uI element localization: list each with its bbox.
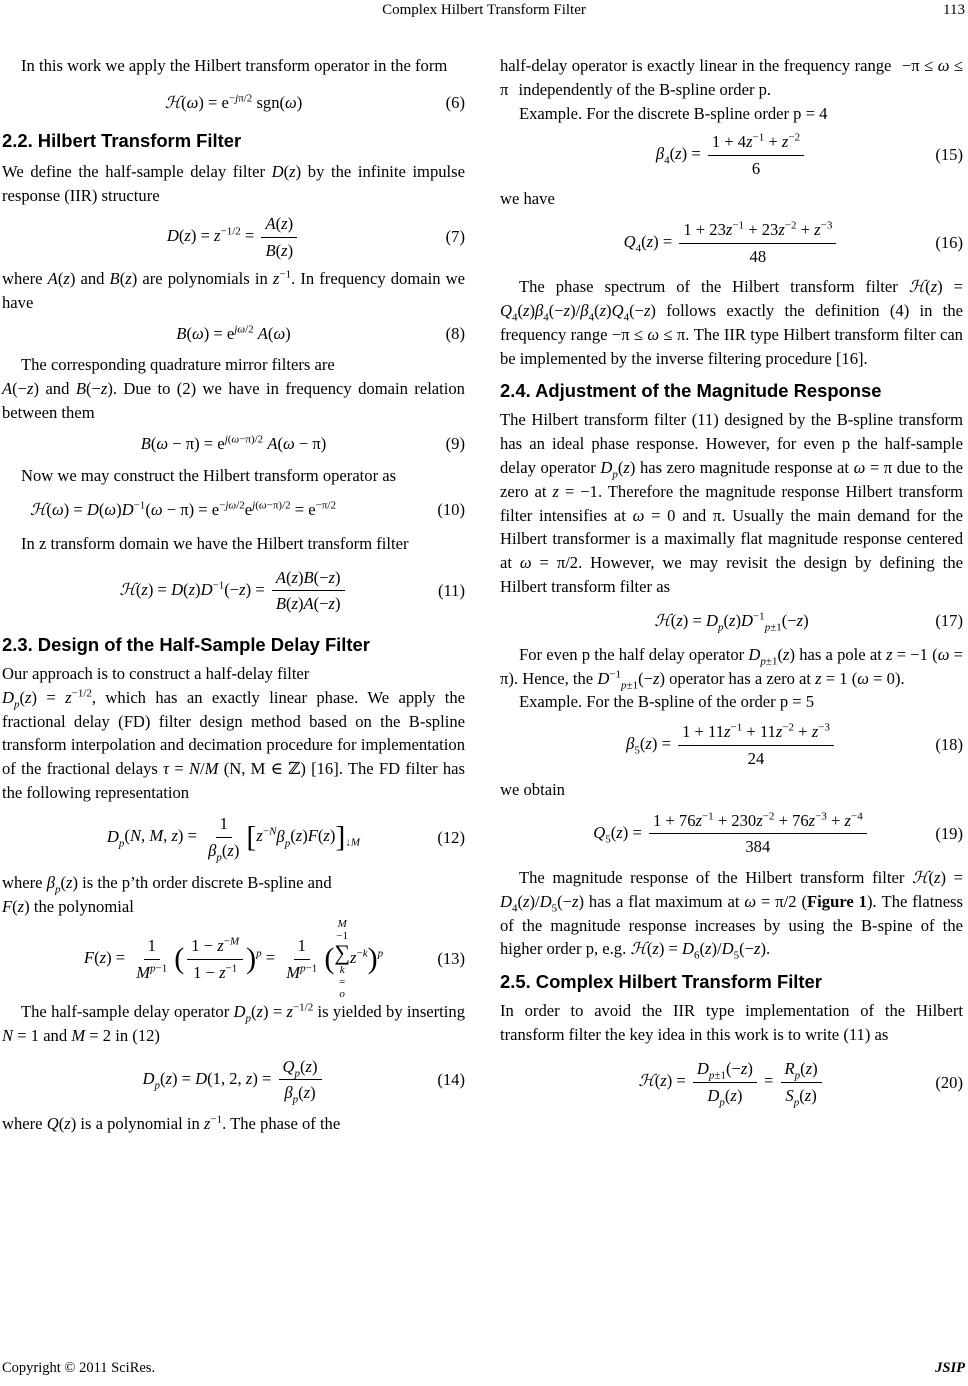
section-heading-2-3: 2.3. Design of the Half-Sample Delay Filter [2, 633, 370, 655]
equation-number: (7) [445, 227, 465, 247]
paragraph-polynomials: where A(z) and B(z) are polynomials in $z^{-1}$. In frequency domain we have [2, 268, 465, 313]
paragraph-qmf: The corresponding quadrature mirror filters are A(−z) and B(−z). Due to (2) we have in frequency domain relation between them [2, 354, 465, 422]
section-heading-2-2: 2.2. Hilbert Transform Filter [2, 129, 242, 151]
paragraph-even-p: For even p the half delay operator $D_{p\pm 1}(z)$ has a pole at z = −1 (ω = π). Hence, the $D^{-1}_{p\pm 1}(-z)$ operator has a zero at z = 1 (ω = 0). [500, 644, 963, 691]
left-column [2, 54, 465, 1136]
equation-number: (20) [935, 1072, 963, 1092]
equation-number: (17) [935, 610, 963, 630]
equation-8: $B(\omega) = e^{j\omega/2}$ A(ω) (8) [2, 315, 465, 353]
journal-name: JSIP [935, 1360, 965, 1376]
equation-18: $\beta_5(z)$ = $\frac{1 + 11z^{-1} + 11z^{-2} + z^{-3}}{24}$ (18) [626, 721, 963, 768]
copyright: Copyright © 2011 SciRes. [2, 1360, 156, 1376]
paragraph-magnitude-adjust: The Hilbert transform filter (11) designed by the B-spline transform has an ideal phase response. However, for even p the half-sample delay operator $D_p(z)$ has zero magnitude response at ω = π due to the zero at z = −1. Therefore the magnitude response Hilbert transform filter intensifies at ω = 0 and π. Usually the main demand for the Hilbert transformer is a maximally flat magnitude response centered at ω = π/2. However, we may revisit the design by defining the Hilbert transform filter as [500, 410, 963, 596]
paragraph-phase-spectrum: The phase spectrum of the Hilbert transform filter ℋ(z) = $Q_4(z)\beta_4(-z)/\beta_4(z)Q_4(-z)$ follows exactly the definition (4) in the frequency range −π ≤ ω ≤ π. The IIR type Hilbert transform filter can be implemented by the inverse filtering procedure [16]. [500, 277, 963, 368]
paragraph-z-domain: In z transform domain we have the Hilbert transform filter [21, 534, 409, 554]
page-number: 113 [943, 2, 965, 18]
equation-19: $Q_5(z)$ = $\frac{1 + 76z^{-1} + 230z^{-2} + 76z^{-3} + z^{-4}}{384}$ (19) [593, 810, 963, 857]
intro-paragraph: In this work we apply the Hilbert transform operator in the form [21, 56, 448, 75]
equation-6: ℋ(ω) = $e^{-j\pi/2}$ sgn(ω) (6) [2, 78, 465, 128]
paragraph-linear-phase: half-delay operator is exactly linear in the frequency range −π ≤ ω ≤ π independently of the B-spline order p. [500, 56, 964, 99]
equation-number: (10) [437, 500, 465, 520]
equation-11: ℋ(z) = $D(z)D^{-1}(-z)$ = $\frac{A(z)B(-z)}{B(z)A(-z)}$ (11) [119, 567, 465, 614]
running-header [0, 0, 968, 24]
section-heading-2-5: 2.5. Complex Hilbert Transform Filter [500, 971, 822, 993]
equation-10: ℋ(ω) = $D(\omega)D^{-1}(\omega - \pi) = e^{-j\omega/2}e^{j(\omega-\pi)/2} = e^{-\pi/2}$ (10) [2, 488, 465, 532]
paragraph-complex-hilbert: In order to avoid the IIR type implementation of the Hilbert transform filter the key idea in this work is to write (11) as [500, 1001, 963, 1044]
paragraph-half-sample-delay: We define the half-sample delay filter D(z) by the infinite impulse response (IIR) structure [2, 161, 465, 205]
equation-number: (15) [935, 145, 963, 165]
paragraph-half-sample-operator: The half-sample delay operator $D_p(z) = z^{-1/2}$ is yielded by inserting N = 1 and M = 2 in (12) [2, 1001, 465, 1046]
equation-16: $Q_4(z)$ = $\frac{1 + 23z^{-1} + 23z^{-2} + z^{-3}}{48}$ (16) [623, 219, 963, 266]
paragraph-magnitude-response: The magnitude response of the Hilbert transform filter ℋ(z) = $D_4(z)/D_5(-z)$ has a flat maximum at ω = π/2 (Figure 1). The flatness of the magnitude response increases by using the B-spine of the higher order p, e.g. ℋ(z) = $D_6(z)/D_5(-z)$. [500, 867, 963, 962]
equation-number: (16) [935, 233, 963, 253]
equation-number: (18) [935, 735, 963, 755]
equation-13: F(z) = $\frac{1}{M^{p-1}}$ ( $\frac{1 - z^{-M}}{1 - z^{-1}}$ )$^p$ = $\frac{1}{M^{p-1}}$ ( M −1 ∑ k = o $z^{-k})^p$ (13) [83, 918, 465, 1001]
equation-15: $\beta_4(z)$ = $\frac{1 + 4z^{-1} + z^{-2}}{6}$ (15) [655, 131, 963, 178]
equation-17: ℋ(z) = $D_p(z)D^{-1}_{p\pm 1}(-z)$ (17) [654, 610, 963, 634]
equation-20: ℋ(z) = $\frac{D_{p\pm 1}(-z)}{D_p(z)}$ = $\frac{R_p(z)}{S_p(z)}$ (20) [638, 1059, 963, 1109]
paragraph-half-delay-design: Our approach is to construct a half-delay filter $D_p(z) = z^{-1/2}$, which has an exactly linear phase. We apply the fractional delay (FD) filter design method based on the B-spline transform interpolation and decimation procedure for implementation of the fractional delays τ = N/M (N, M ∈ ℤ) [16]. The FD filter has the following representation [2, 663, 466, 802]
figure-reference[interactable]: Figure 1 [807, 891, 867, 911]
equation-9: $B(\omega - \pi) = e^{j(\omega-\pi)/2}$ A(ω − π) (9) [2, 424, 465, 464]
equation-number: (14) [437, 1070, 465, 1090]
equation-number: (12) [437, 827, 465, 847]
equation-number: (13) [437, 949, 465, 969]
equation-number: (11) [437, 581, 465, 601]
running-title: Complex Hilbert Transform Filter [382, 2, 586, 18]
example-order-4: Example. For the discrete B-spline order p = 4 [519, 103, 828, 123]
equation-14: $D_p(z) = D(1$, 2, z) = $\frac{Q_p(z)}{\beta_p(z)}$ (14) [142, 1056, 465, 1106]
equation-number: (19) [935, 824, 963, 844]
paragraph-bspline: where $\beta_p(z)$ is the p’th order discrete B-spline and F(z) the polynomial [2, 872, 332, 916]
paragraph-q-polynomial: where Q(z) is a polynomial in $z^{-1}$. The phase of the [2, 1113, 341, 1133]
equation-number: (9) [445, 434, 465, 454]
text-we-obtain: we obtain [500, 780, 565, 800]
section-heading-2-4: 2.4. Adjustment of the Magnitude Response [500, 380, 882, 402]
right-column [500, 54, 963, 1119]
text-we-have: we have [500, 189, 555, 209]
equation-number: (8) [445, 324, 465, 344]
equation-7: $D(z) = z^{-1/2}$ = $\frac{A(z)}{B(z)}$ (7) [166, 214, 465, 260]
paragraph-construct: Now we may construct the Hilbert transform operator as [21, 466, 397, 486]
equation-12: $D_p(N$, M, z) = $\frac{1}{\beta_p(z)}$ $[z^{-N}\beta_p(z)F(z)]_{↓M}$ (12) [106, 814, 465, 864]
example-order-5: Example. For the B-spline of the order p = 5 [519, 692, 815, 712]
equation-number: (6) [445, 92, 465, 112]
